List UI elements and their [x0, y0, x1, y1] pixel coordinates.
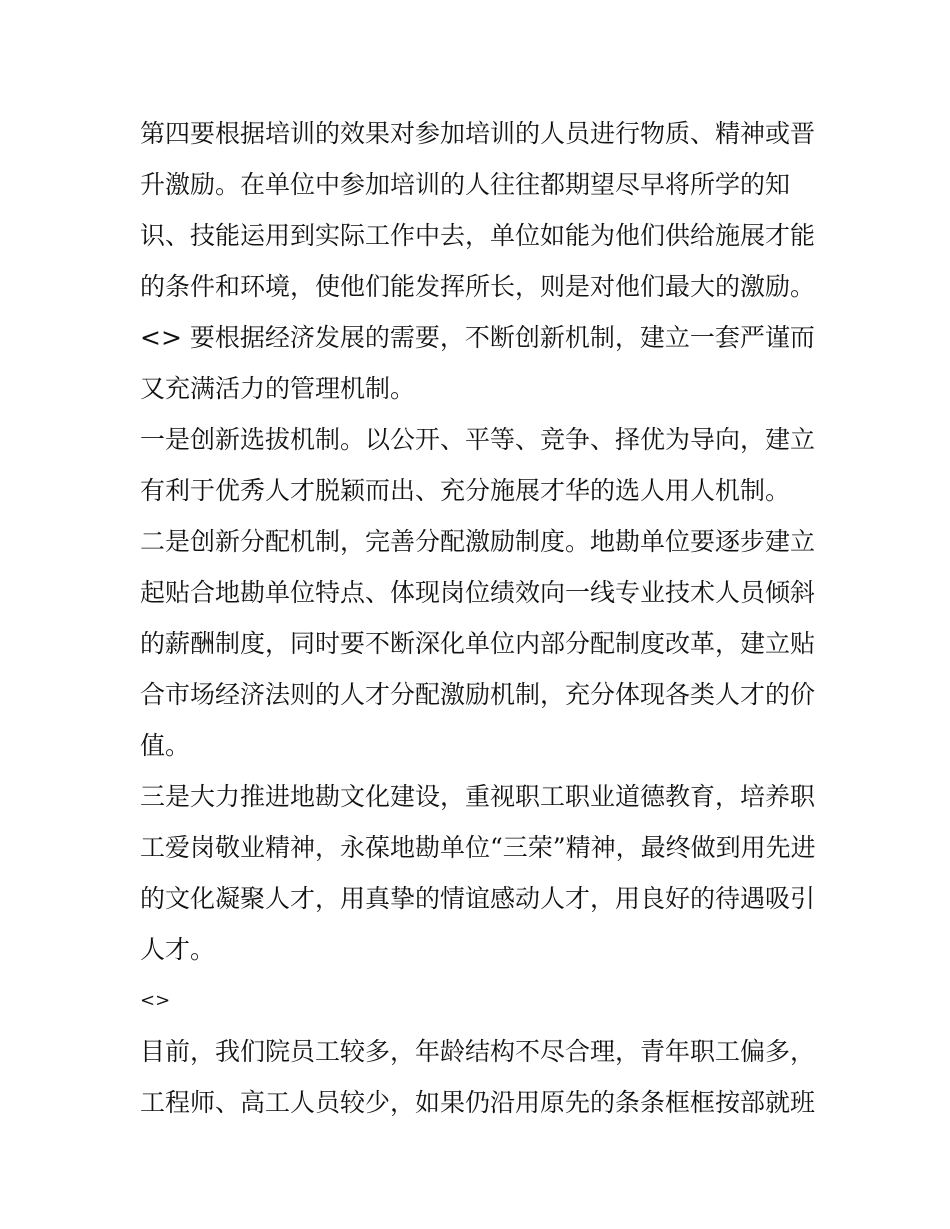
- text-line: 二是创新分配机制，完善分配激励制度。地勘单位要逐步建立: [140, 527, 816, 556]
- text-line: 值。: [140, 731, 191, 760]
- text-line-marker: <>: [140, 990, 171, 1011]
- text-line: 升激励。在单位中参加培训的人往往都期望尽早将所学的知: [140, 170, 791, 199]
- text-line: 又充满活力的管理机制。: [140, 374, 416, 403]
- text-line: 一是创新选拔机制。以公开、平等、竞争、择优为导向，建立: [140, 425, 816, 454]
- text-line: 人才。: [140, 935, 216, 964]
- text-line: 目前，我们院员工较多，年龄结构不尽合理，青年职工偏多，: [140, 1037, 816, 1066]
- text-line: 识、技能运用到实际工作中去，单位如能为他们供给施展才能: [140, 221, 816, 250]
- text-line: 的条件和环境，使他们能发挥所长，则是对他们最大的激励。: [140, 272, 816, 301]
- text-line: 的薪酬制度，同时要不断深化单位内部分配制度改革，建立贴: [140, 629, 816, 658]
- text-line: 工程师、高工人员较少，如果仍沿用原先的条条框框按部就班: [140, 1088, 816, 1117]
- text-line: 有利于优秀人才脱颖而出、充分施展才华的选人用人机制。: [140, 476, 791, 505]
- text-line: <> 要根据经济发展的需要，不断创新机制，建立一套严谨而: [140, 323, 815, 352]
- text-line: 三是大力推进地勘文化建设，重视职工职业道德教育，培养职: [140, 782, 816, 811]
- text-line: 第四要根据培训的效果对参加培训的人员进行物质、精神或晋: [140, 119, 816, 148]
- text-line: 的文化凝聚人才，用真挚的情谊感动人才，用良好的待遇吸引: [140, 884, 816, 913]
- text-line: 工爱岗敬业精神，永葆地勘单位“三荣”精神，最终做到用先进: [140, 833, 816, 862]
- text-line: 起贴合地勘单位特点、体现岗位绩效向一线专业技术人员倾斜: [140, 578, 816, 607]
- body-text: [140, 108, 820, 1128]
- text-line: 合市场经济法则的人才分配激励机制，充分体现各类人才的价: [140, 680, 816, 709]
